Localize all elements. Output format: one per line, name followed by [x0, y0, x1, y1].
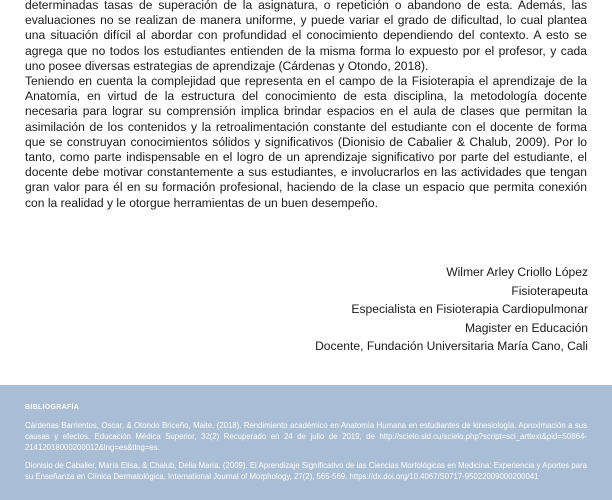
body-paragraph: Teniendo en cuenta la complejidad que representa en el campo de la Fisioterapia el aprendizaje de la Anatomía, en virtud de la estructura del conocimiento de esta disciplina, la metodología docente necesaria para lograr su comprensión implica brindar espacios en el aula de clases que permitan la asimilación de los contenidos y la retroalimentación constante del estudiante con el docente de forma que se construyan conocimientos sólidos y significativos (Dionisio de Cabalier & Chalub, 2009). Por lo tanto, como parte indispensable en el logro de un aprendizaje significativo por parte del estudiante, el docente debe motivar constantemente a sus estudiantes, e involucrarlos en las actividades que tengan gran valor para él en su formación profesional, haciendo de la clase un espacio que permita conexión con la realidad y le otorgue herramientas de un buen desempeño.	[25, 74, 587, 210]
bibliography-list	[25, 421, 587, 491]
author-name: Wilmer Arley Criollo López	[446, 265, 588, 279]
author-affiliation: Docente, Fundación Universitaria María Cano, Cali	[315, 339, 588, 353]
bibliography-entry: Dionisio de Cabalier, María Elisa, & Chalub, Delia María. (2009). El Aprendizaje Significativo de las Ciencias Morfológicas en Medicina: Experiencia y Aportes para su Enseñanza en Clínica Dermatológica. International Journal of Morphology, 27(2), 565-569. https://dx.doi.org/10.4067/S0717-95022009000200041	[25, 461, 587, 482]
author-title: Magister en Educación	[464, 320, 588, 335]
bibliography-entry: Cárdenas Barrientos, Oscar, & Otondo Briceño, Maite. (2018). Rendimiento académico en Anatomía Humana en estudiantes de kinesiología. Aproximación a sus causas y efectos. Educación Médica Superior, 32(2) Recuperado en 24 de julio de 2019, de http://scielo.sld.cu/scielo.php?script=sci_arttext&pid=S0864-21412018000200012&lng=es&tlng=es.	[25, 421, 587, 452]
author-signature-block	[315, 263, 588, 356]
body-paragraph: determinadas tasas de superación de la asignatura, o repetición o abandono de esta. Además, las evaluaciones no se realizan de manera uniforme, y puede variar el grado de dificultad, lo cual plantea una situación difícil al abordar con profundidad el conocimiento dependiendo del contexto. A esto se agrega que no todos los estudiantes entienden de la misma forma lo expuesto por el profesor, y cada uno posee diversas estrategias de aprendizaje (Cárdenas y Otondo, 2018).	[25, 0, 587, 73]
bibliography-section	[0, 385, 612, 500]
author-title: Fisioterapeuta	[511, 283, 588, 298]
article-body	[25, 0, 587, 211]
author-title: Especialista en Fisioterapia Cardiopulmonar	[351, 302, 588, 316]
bibliography-heading: BIBLIOGRAFÍA	[25, 404, 80, 411]
